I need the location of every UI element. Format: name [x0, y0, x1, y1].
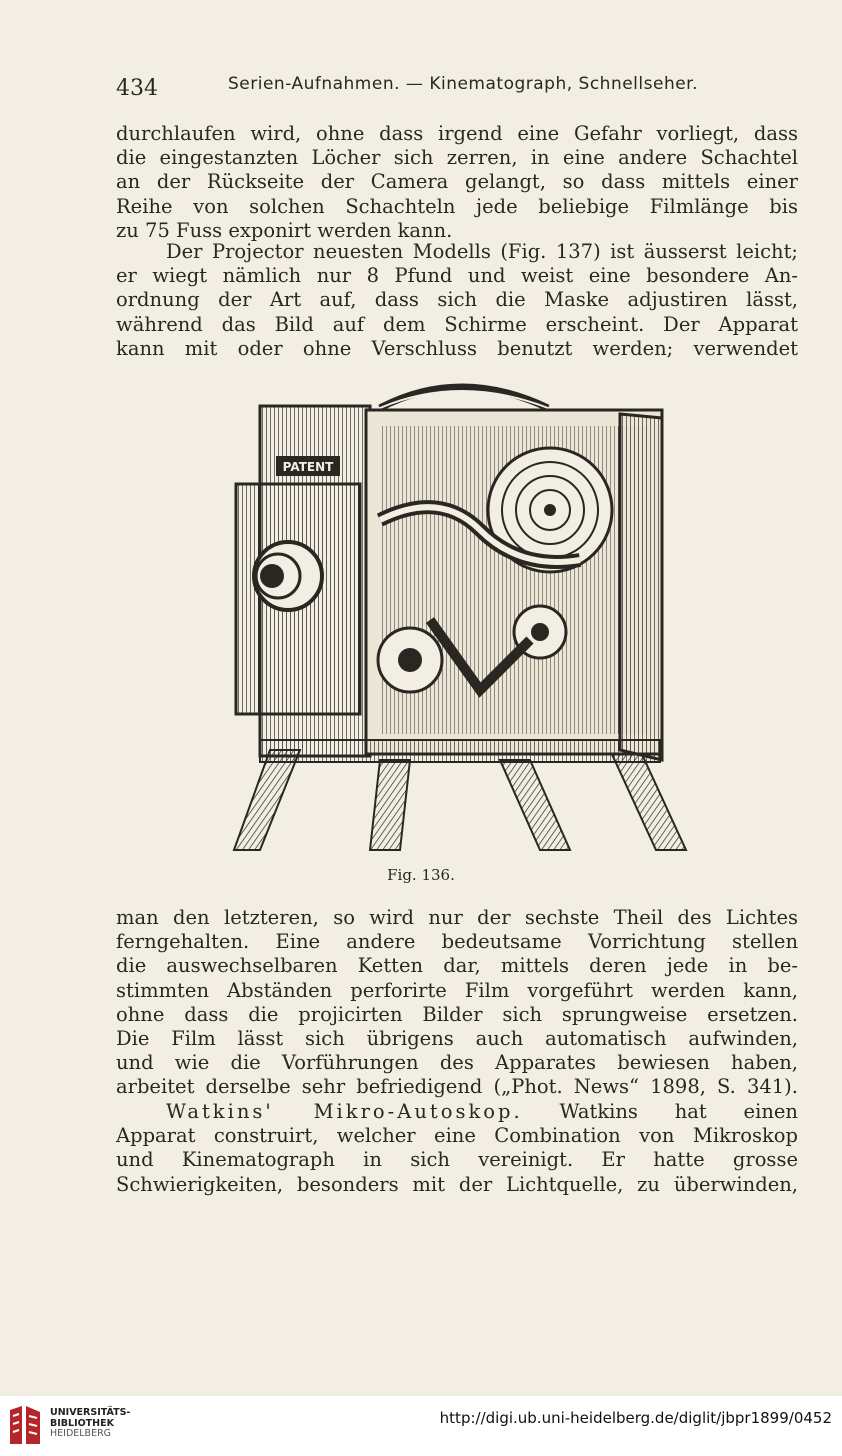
- text-line: und Kinematograph in sich vereinigt. Er hatte grosse: [116, 1148, 798, 1172]
- text-line: und wie die Vorführungen des Apparates bewiesen haben,: [116, 1051, 798, 1075]
- text-line: ohne dass die projicirten Bilder sich sprungweise ersetzen.: [116, 1002, 798, 1026]
- text-line: Schwierigkeiten, besonders mit der Lichtquelle, zu überwinden,: [116, 1172, 798, 1196]
- section-lead: Watkins' Mikro-Autoskop.: [166, 1100, 523, 1123]
- library-name-line: HEIDELBERG: [50, 1428, 112, 1439]
- text-line: ordnung der Art auf, dass sich die Maske adjustiren lässt,: [116, 288, 798, 312]
- figure-caption: Fig. 136.: [387, 866, 455, 884]
- text-line: ferngehalten. Eine andere bedeutsame Vorrichtung stellen: [116, 930, 798, 954]
- text-line: durchlaufen wird, ohne dass irgend eine Gefahr vorliegt, dass: [116, 122, 798, 145]
- door-icon: [620, 414, 662, 760]
- page-number: 434: [116, 76, 158, 101]
- text-line: [116, 1100, 798, 1124]
- running-head: [116, 72, 806, 102]
- text-line: stimmten Abständen perforirte Film vorgeführt werden kann,: [116, 978, 798, 1002]
- library-name: [50, 1408, 130, 1440]
- text-line: während das Bild auf dem Schirme erscheint. Der Apparat: [116, 312, 798, 336]
- text-line: Reihe von solchen Schachteln jede beliebige Filmlänge bis: [116, 194, 798, 218]
- running-title: Serien-Aufnahmen. — Kinematograph, Schnellseher.: [228, 74, 699, 94]
- text-run: Watkins hat einen: [522, 1100, 798, 1123]
- text-line: Die Film lässt sich übrigens auch automatisch aufwinden,: [116, 1027, 798, 1051]
- digitization-footer: [0, 1396, 842, 1456]
- library-name-line: UNIVERSITÄTS-: [50, 1407, 131, 1418]
- text-line: Apparat construirt, welcher eine Combination von Mikroskop: [116, 1124, 798, 1148]
- paragraph-continuation: [116, 122, 798, 243]
- source-url-link[interactable]: http://digi.ub.uni-heidelberg.de/diglit/jbpr1899/0452: [439, 1409, 832, 1427]
- figure-camera-engraving: [230, 370, 690, 854]
- library-logo-icon: [8, 1404, 42, 1446]
- text-line: Der Projector neuesten Modells (Fig. 137) ist äusserst leicht;: [166, 240, 798, 263]
- tripod-leg-icon: [234, 750, 300, 850]
- paragraph-chains: [116, 906, 798, 1100]
- text-line: man den letzteren, so wird nur der sechste Theil des Lichtes: [116, 906, 798, 929]
- patent-label: PATENT: [282, 460, 334, 474]
- text-line: zu 75 Fuss exponirt werden kann.: [116, 218, 453, 242]
- camera-illustration: [230, 370, 690, 854]
- text-line: an der Rückseite der Camera gelangt, so dass mittels einer: [116, 170, 798, 194]
- text-line: arbeitet derselbe sehr befriedigend („Phot. News“ 1898, S. 341).: [116, 1075, 798, 1099]
- text-line: er wiegt nämlich nur 8 Pfund und weist eine besondere An-: [116, 264, 798, 288]
- paragraph-projector: [116, 240, 798, 361]
- library-name-line: BIBLIOTHEK: [50, 1417, 114, 1429]
- text-line: die auswechselbaren Ketten dar, mittels deren jede in be-: [116, 954, 798, 978]
- text-line: die eingestanzten Löcher sich zerren, in eine andere Schachtel: [116, 146, 798, 170]
- text-line: kann mit oder ohne Verschluss benutzt werden; verwendet: [116, 336, 798, 360]
- paragraph-watkins: [116, 1100, 798, 1197]
